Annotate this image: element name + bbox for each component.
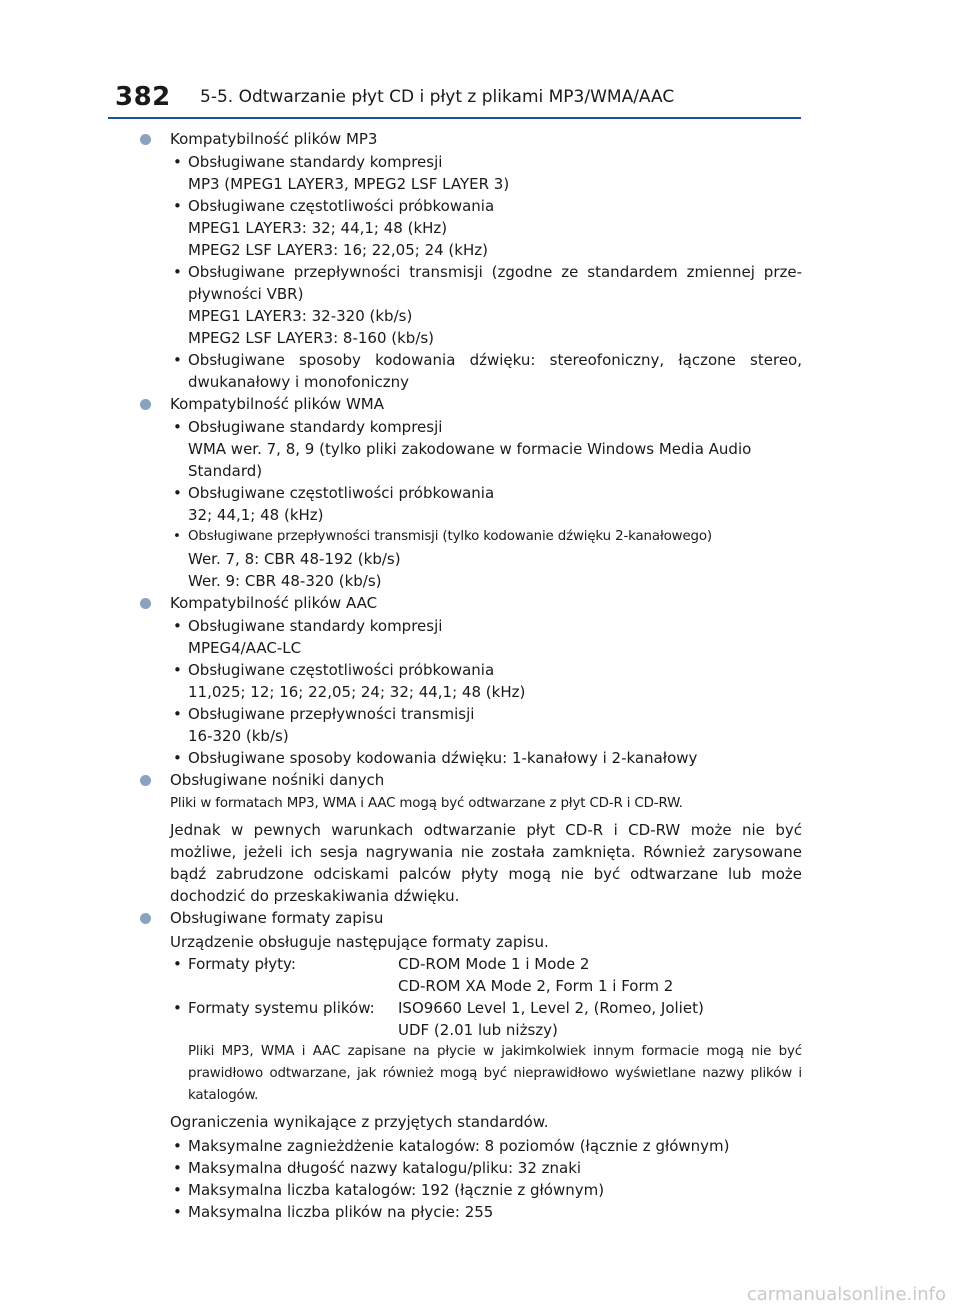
value: ISO9660 Level 1, Level 2, (Romeo, Joliet)	[398, 999, 704, 1017]
sub-line: WMA wer. 7, 8, 9 (tylko pliki zakodowane w formacie Windows Media Audio Standard)	[188, 440, 752, 480]
sub-line: MPEG4/AAC-LC	[188, 639, 302, 657]
list-item: • Obsługiwane częstotliwości próbkowania	[170, 195, 802, 217]
heading-text: Kompatybilność plików MP3	[170, 130, 378, 148]
watermark: carmanualsonline.info	[746, 1284, 946, 1305]
value: CD-ROM Mode 1 i Mode 2	[398, 955, 590, 973]
paragraph: Ograniczenia wynikające z przyjętych standardów.	[170, 1113, 549, 1131]
heading-text: Obsługiwane nośniki danych	[170, 771, 385, 789]
section-aac	[140, 592, 802, 769]
section-heading	[140, 769, 802, 791]
section-formats	[140, 907, 802, 1223]
page-content	[140, 128, 802, 1223]
value: CD-ROM XA Mode 2, Form 1 i Form 2	[398, 977, 674, 995]
heading-text: Kompatybilność plików AAC	[170, 594, 378, 612]
section-heading	[140, 393, 802, 415]
paragraph: Pliki w formatach MP3, WMA i AAC mogą być odtwarzane z płyt CD-R i CD-RW.	[170, 796, 683, 811]
paragraph: Urządzenie obsługuje następujące formaty zapisu.	[170, 933, 549, 951]
header-rule	[108, 117, 801, 119]
section-heading	[140, 128, 802, 150]
section-heading	[140, 907, 802, 929]
circle-bullet-icon	[140, 134, 151, 145]
list-item: • Obsługiwane częstotliwości próbkowania	[170, 482, 802, 504]
list-item: • Obsługiwane częstotliwości próbkowania	[170, 659, 802, 681]
value: UDF (2.01 lub niższy)	[398, 1021, 558, 1039]
label: • Formaty systemu plików:	[188, 999, 375, 1017]
list-item: • Obsługiwane przepływności transmisji (zgodne ze standardem zmiennej prze-pływności VBR)	[170, 261, 802, 305]
label: • Formaty płyty:	[188, 955, 296, 973]
list-item: • Obsługiwane przepływności transmisji	[170, 703, 802, 725]
list-item: • Obsługiwane standardy kompresji	[170, 151, 802, 173]
paragraph: Jednak w pewnych warunkach odtwarzanie płyt CD-R i CD-RW może nie być możliwe, jeżeli ich sesja nagrywania nie została zamknięta. Również zarysowane bądź zabrudzone odciskami palców płyty mogą nie być odtwarzane lub może dochodzić do przeskakiwania dźwięku.	[170, 821, 802, 905]
list-item: • Obsługiwane przepływności transmisji (tylko kodowanie dźwięku 2-kanałowego)	[170, 526, 802, 548]
sub-line: 11,025; 12; 16; 22,05; 24; 32; 44,1; 48 (kHz)	[188, 683, 526, 701]
list-item	[170, 997, 802, 1041]
circle-bullet-icon	[140, 775, 151, 786]
circle-bullet-icon	[140, 399, 151, 410]
list-item: • Obsługiwane standardy kompresji	[170, 615, 802, 637]
list-item	[170, 953, 802, 997]
list-item: • Obsługiwane sposoby kodowania dźwięku: stereofoniczny, łączone stereo, dwukanałowy i monofoniczny	[170, 349, 802, 393]
sub-line: MPEG1 LAYER3: 32; 44,1; 48 (kHz)	[188, 219, 448, 237]
sub-line: Wer. 9: CBR 48-320 (kb/s)	[188, 572, 382, 590]
heading-text: Obsługiwane formaty zapisu	[170, 909, 384, 927]
sub-line: 16-320 (kb/s)	[188, 727, 289, 745]
section-title: 5-5. Odtwarzanie płyt CD i płyt z plikami MP3/WMA/AAC	[200, 87, 675, 107]
section-heading	[140, 592, 802, 614]
note-paragraph: Pliki MP3, WMA i AAC zapisane na płycie w jakimkolwiek innym formacie mogą nie być prawidłowo odtwarzane, jak również mogą być nieprawidłowo wyświetlane nazwy plików i katalogów.	[188, 1044, 802, 1103]
sub-line: MPEG1 LAYER3: 32-320 (kb/s)	[188, 307, 413, 325]
list-item: • Obsługiwane sposoby kodowania dźwięku: 1-kanałowy i 2-kanałowy	[170, 747, 802, 769]
sub-line: Wer. 7, 8: CBR 48-192 (kb/s)	[188, 550, 401, 568]
section-mp3	[140, 128, 802, 393]
heading-text: Kompatybilność plików WMA	[170, 395, 384, 413]
list-item: • Maksymalna długość nazwy katalogu/pliku: 32 znaki	[170, 1157, 802, 1179]
list-item: • Maksymalna liczba katalogów: 192 (łącznie z głównym)	[170, 1179, 802, 1201]
sub-line: MPEG2 LSF LAYER3: 16; 22,05; 24 (kHz)	[188, 241, 488, 259]
section-wma	[140, 393, 802, 592]
circle-bullet-icon	[140, 913, 151, 924]
list-item: • Maksymalna liczba plików na płycie: 255	[170, 1201, 802, 1223]
list-item: • Obsługiwane standardy kompresji	[170, 416, 802, 438]
list-item: • Maksymalne zagnieżdżenie katalogów: 8 poziomów (łącznie z głównym)	[170, 1135, 802, 1157]
page-number: 382	[115, 82, 171, 112]
sub-line: MP3 (MPEG1 LAYER3, MPEG2 LSF LAYER 3)	[188, 175, 510, 193]
section-media	[140, 769, 802, 907]
circle-bullet-icon	[140, 598, 151, 609]
sub-line: MPEG2 LSF LAYER3: 8-160 (kb/s)	[188, 329, 435, 347]
sub-line: 32; 44,1; 48 (kHz)	[188, 506, 324, 524]
